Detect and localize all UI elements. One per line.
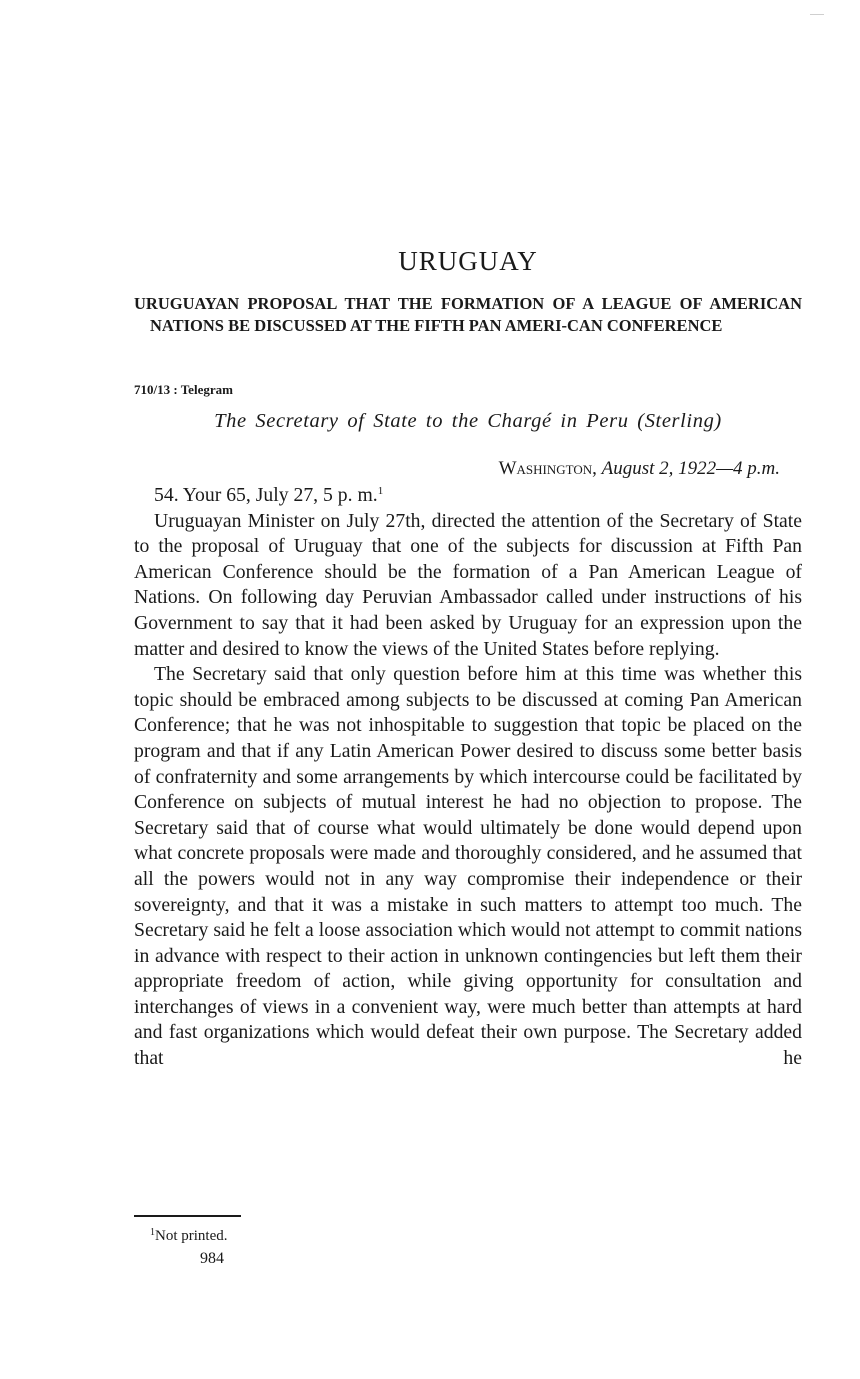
dateline-place: Washington,	[498, 458, 597, 479]
paragraph-1: Uruguayan Minister on July 27th, directed the attention of the Secretary of State to the proposal of Uruguay that one of the subjects for discussion at Fifth Pan American Conference should be the formation of a Pan American League of Nations. On following day Peruvian Ambassador called under instructions of his Government to say that it had been asked by Uruguay for an expression upon the matter and desired to know the views of the United States before replying.	[134, 509, 802, 660]
footnote-divider	[134, 1215, 241, 1217]
page-number: 984	[200, 1250, 224, 1267]
opening-line-text: 54. Your 65, July 27, 5 p. m.	[154, 484, 378, 506]
footnote-reference: 1	[377, 485, 384, 497]
footnote-marker: 1	[150, 1227, 155, 1238]
document-title: The Secretary of State to the Chargé in Peru (Sterling)	[214, 410, 722, 432]
dateline	[499, 458, 780, 480]
paragraph-2: The Secretary said that only question before him at this time was whether this topic should be embraced among subjects to be discussed at coming Pan American Conference; that he was not inhospitable to suggestion that topic be placed on the program and that if any Latin American Power desired to discuss some better basis of confraternity and some arrangements by which intercourse could be facilitated by Conference on subjects of mutual interest he had no objection to propose. The Secretary said that of course what would ultimately be done would depend upon what concrete proposals were made and thoroughly considered, and he assumed that all the powers would not in any way compromise their independence or their sovereignty, and that it was a mistake in such matters to attempt too much. The Secretary said he felt a loose association which would not attempt to commit nations in advance with respect to their action in unknown contingencies but left them their appropriate freedom of action, while giving opportunity for consultation and interchanges of views in a convenient way, were much better than attempts at hard and fast organizations which would defeat their own purpose. The Secretary added that he	[134, 663, 802, 1070]
country-heading: URUGUAY	[398, 246, 538, 276]
footnote-text: Not printed.	[155, 1228, 228, 1244]
opening-line	[134, 483, 802, 509]
file-reference: 710/13 : Telegram	[134, 382, 233, 397]
footnote	[150, 1228, 228, 1245]
subject-heading: URUGUAYAN PROPOSAL THAT THE FORMATION OF A LEAGUE OF AMERICAN NATIONS BE DISCUSSED AT THE FIFTH PAN AMERI-CAN CONFERENCE	[134, 294, 802, 335]
dateline-date: August 2, 1922—4 p.m.	[601, 458, 780, 479]
telegram-body	[134, 483, 802, 1072]
scan-corner-mark	[810, 14, 824, 15]
